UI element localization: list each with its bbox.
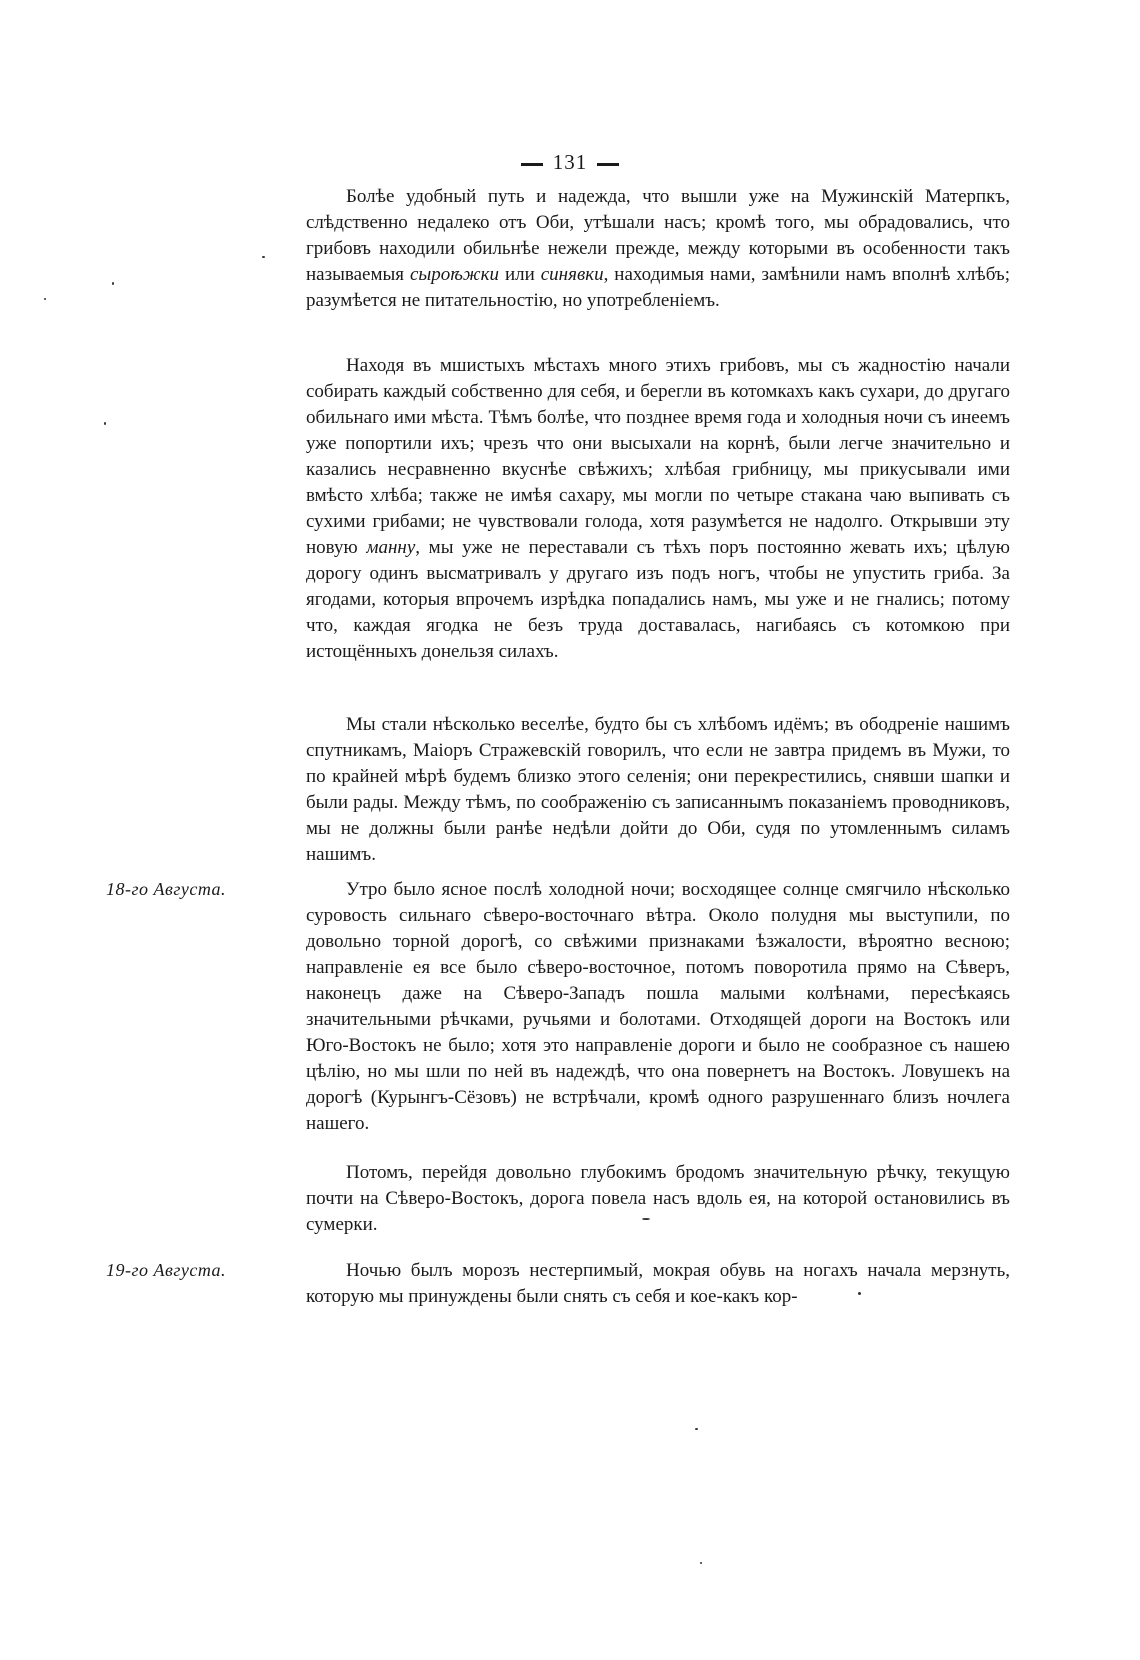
margin-note-date-19: 19-го Августа. — [106, 1260, 227, 1280]
scan-speck — [262, 256, 265, 258]
scan-speck — [695, 1428, 698, 1430]
page-number-dash-right — [597, 163, 619, 166]
scan-speck — [104, 422, 106, 425]
scan-speck — [44, 298, 46, 300]
paragraph-2 — [306, 353, 1010, 665]
scan-speck — [642, 1218, 650, 1220]
margin-note-date-18: 18-го Августа. — [106, 879, 227, 899]
text-run: , находимыя нами, замѣнили намъ вполнѣ хлѣбъ; разумѣется не питательностію, но употребленіемъ. — [306, 264, 1010, 311]
scan-speck — [700, 1562, 702, 1564]
italic-term: сыроѣжки — [409, 264, 499, 285]
text-run: Мы стали нѣсколько веселѣе, будто бы съ хлѣбомъ идёмъ; въ ободреніе нашимъ спутникамъ, Маіоръ Стражевскій говорилъ, что если не завтра придемъ въ Мужи, то по крайней мѣрѣ будемъ близко этого селенія; они перекрестились, снявши шапки и были рады. Между тѣмъ, по соображенію съ записаннымъ показаніемъ проводниковъ, мы не должны были ранѣе недѣли дойти до Оби, судя по утомленнымъ силамъ нашимъ. — [306, 714, 1010, 865]
italic-term: синявки — [540, 264, 604, 285]
text-run: Находя въ мшистыхъ мѣстахъ много этихъ грибовъ, мы съ жадностію начали собирать каждый собственно для себя, и берегли въ котомкахъ какъ сухари, до другаго обильнаго ими мѣста. Тѣмъ болѣе, что позднее время года и холодныя ночи съ инеемъ уже попортили ихъ; чрезъ что они высыхали на корнѣ, были легче значительно и казались несравненно вкуснѣе свѣжихъ; хлѣбая грибницу, мы прикусывали ими вмѣсто хлѣба; также не имѣя сахару, мы могли по четыре стакана чаю выпивать съ сухими грибами; не чувствовали голода, хотя разумѣется не надолго. Открывши эту новую — [306, 355, 1010, 558]
paragraph-5 — [306, 1160, 1010, 1238]
text-run: или — [499, 264, 541, 285]
text-run: , мы уже не переставали съ тѣхъ поръ постоянно жевать ихъ; цѣлую дорогу одинъ высматривалъ у другаго изъ подъ ногъ, чтобы не упустить гриба. За ягодами, которыя впрочемъ изрѣдка попадались намъ, мы уже и не гнались; потому что, каждая ягодка не безъ труда доставалась, нагибаясь съ котомкою при истощённыхъ донельзя силахъ. — [306, 537, 1010, 662]
text-run: Потомъ, перейдя довольно глубокимъ бродомъ значительную рѣчку, текущую почти на Сѣверо-Востокъ, дорога повела насъ вдоль ея, на которой остановились въ сумерки. — [306, 1162, 1010, 1235]
page-number — [0, 150, 1140, 175]
page-number-value: 131 — [552, 150, 588, 174]
text-run: Ночью былъ морозъ нестерпимый, мокрая обувь на ногахъ начала мерзнуть, которую мы принуждены были снять съ себя и кое-какъ кор- — [306, 1260, 1010, 1307]
text-run: Утро было ясное послѣ холодной ночи; восходящее солнце смягчило нѣсколько суровость сильнаго сѣверо-восточнаго вѣтра. Около полудня мы выступили, по довольно торной дорогѣ, со свѣжими признаками ѣзжалости, вѣроятно веснoю; направленіе ея все было сѣверо-восточное, потомъ поворотила прямо на Сѣверъ, наконецъ даже на Сѣверо-Западъ пошла малыми колѣнами, пересѣкаясь значительными рѣчками, ручьями и болотами. Отходящей дороги на Востокъ или Юго-Востокъ не было; хотя это направленіе дороги и было не сообразное съ нашею цѣлію, но мы шли по ней въ надеждѣ, что она повернетъ на Востокъ. Ловушекъ на дорогѣ (Курынгъ-Сёзовъ) не встрѣчали, кромѣ одного разрушеннаго близъ ночлега нашего. — [306, 879, 1010, 1134]
italic-term: манну — [366, 537, 416, 558]
paragraph-3 — [306, 712, 1010, 868]
paragraph-6 — [306, 1258, 1010, 1310]
scan-speck — [858, 1292, 861, 1295]
scan-speck — [112, 282, 114, 285]
paragraph-1 — [306, 184, 1010, 314]
page-number-dash-left — [521, 163, 543, 166]
text-run: Болѣе удобный путь и надежда, что вышли уже на Мужинскій Матерпкъ, слѣдственно недалеко отъ Оби, утѣшали насъ; кромѣ того, мы обрадовались, что грибовъ находили обильнѣе нежели прежде, между которыми въ особенности такъ называемыя — [306, 186, 1010, 285]
paragraph-4 — [306, 877, 1010, 1137]
